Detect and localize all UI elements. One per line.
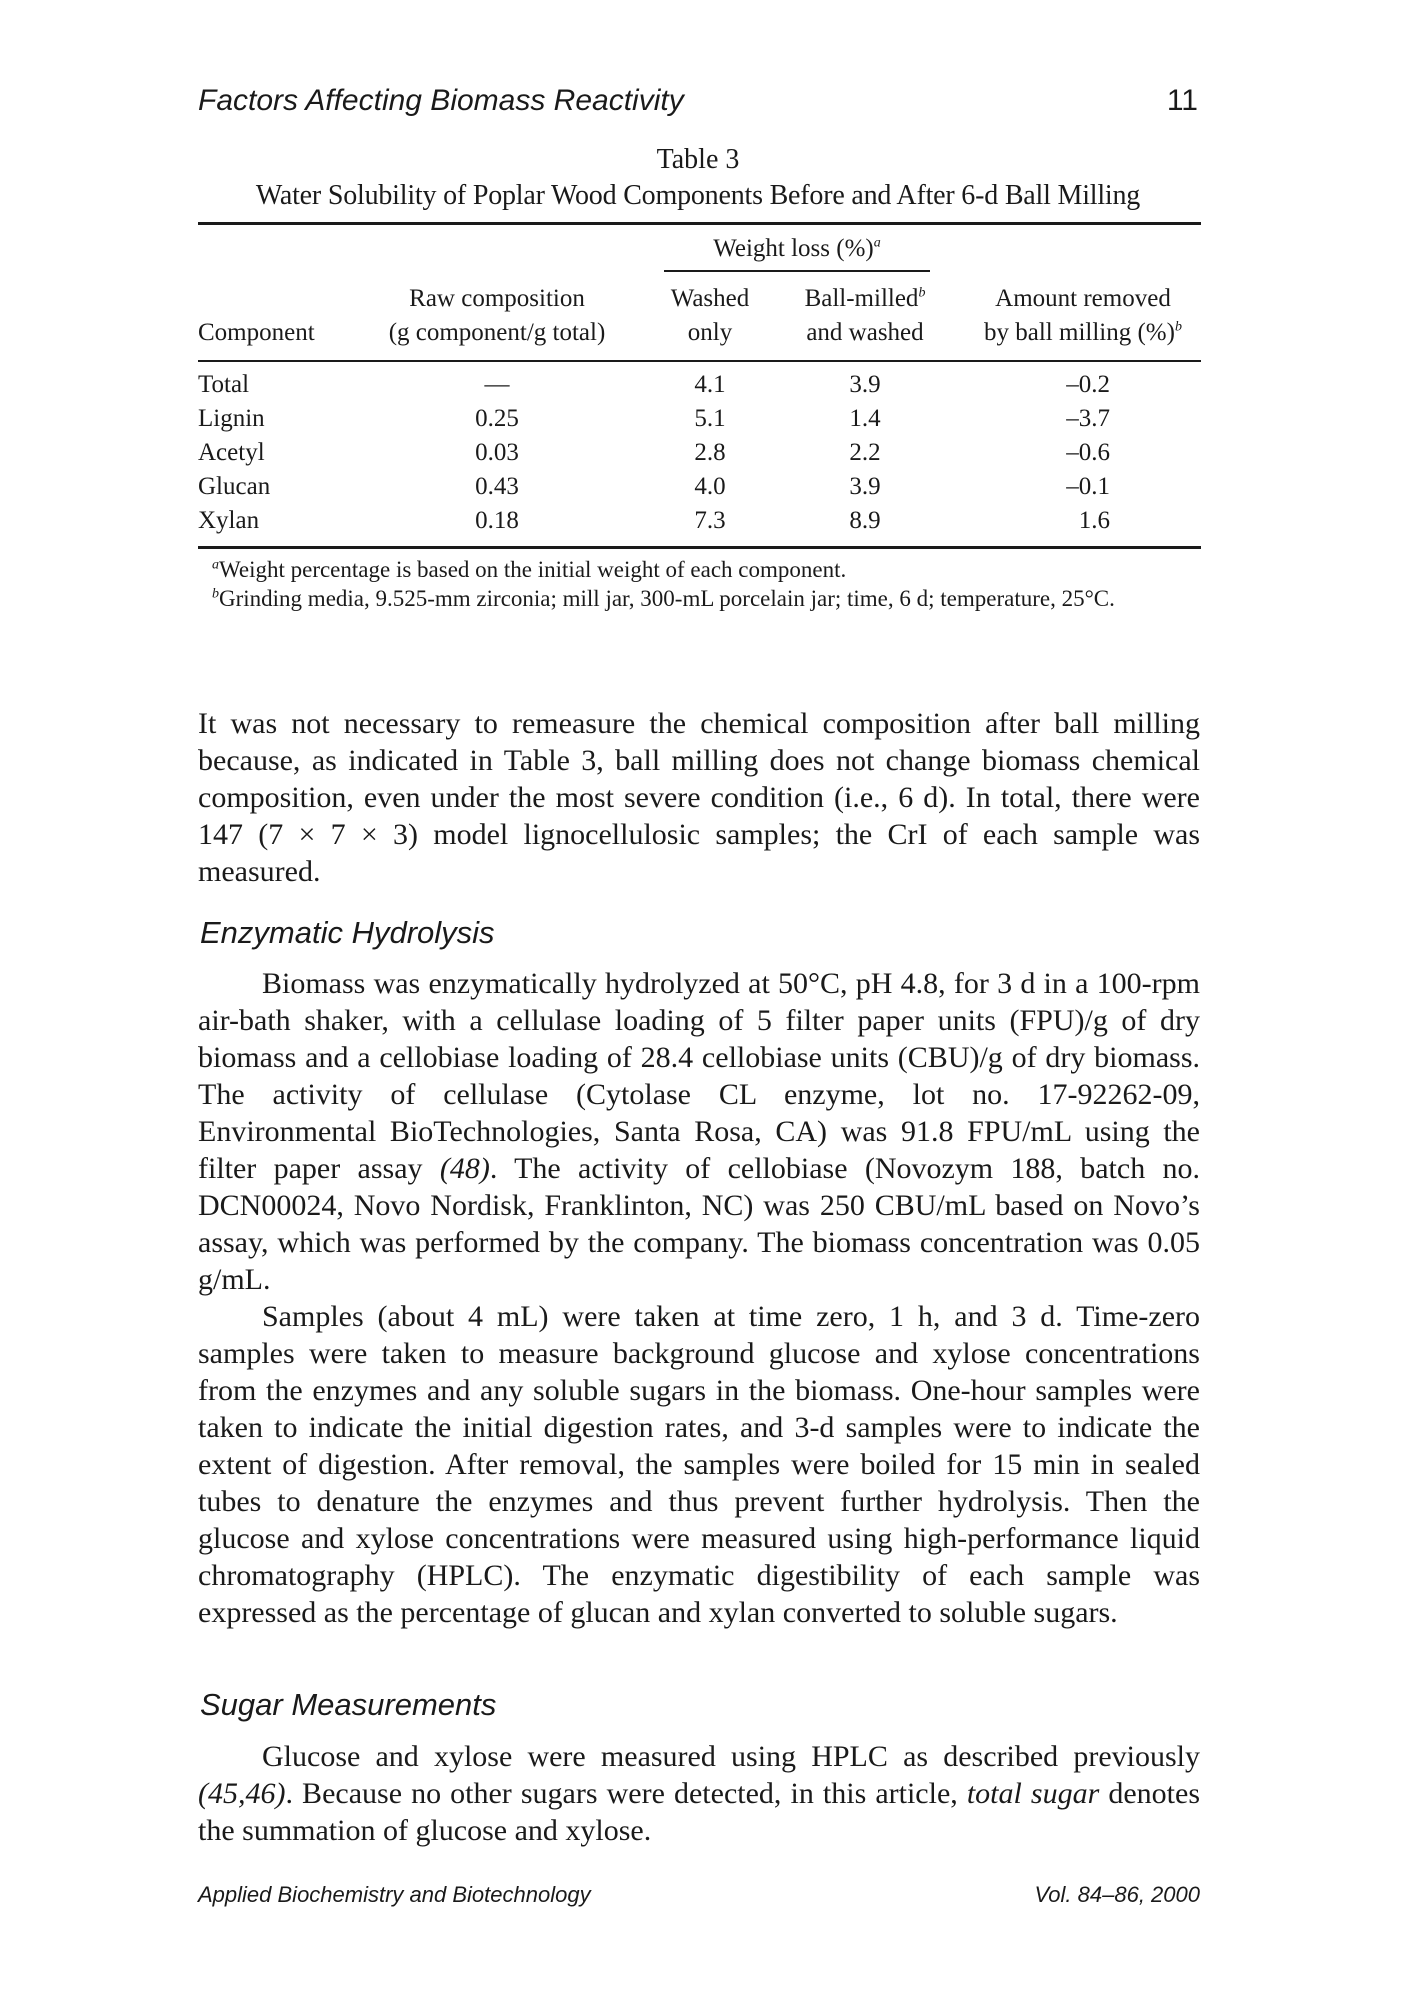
table-header-rule bbox=[198, 360, 1201, 362]
running-title: Factors Affecting Biomass Reactivity bbox=[198, 84, 684, 117]
cell-raw: 0.03 bbox=[475, 439, 519, 466]
cell-washed: 2.8 bbox=[694, 439, 726, 466]
paragraph-4: Glucose and xylose were measured using HPLC as described previously (45,46). Because no other sugars were detected, in this article, total sugar denotes the summation of glucose and xylose. bbox=[198, 1740, 1200, 1847]
cell-washed: 5.1 bbox=[694, 405, 726, 432]
cell-ball-milled: 3.9 bbox=[849, 371, 881, 398]
cell-washed: 7.3 bbox=[694, 507, 726, 534]
paragraph-3: Samples (about 4 mL) were taken at time zero, 1 h, and 3 d. Time-zero samples were taken to measure background glucose and xylose concentrations from the enzymes and any soluble sugars in the biomass. One-hour samples were taken to indicate the initial digestion rates, and 3-d samples were to indicate the extent of digestion. After removal, the samples were boiled for 15 min in sealed tubes to denature the enzymes and thus prevent further hydrolysis. Then the glucose and xylose concentrations were measured using high-performance liquid chromatography (HPLC). The enzymatic digestibility of each sample was expressed as the percentage of glucan and xylan converted to soluble sugars. bbox=[198, 1300, 1200, 1629]
col-header-washed: Washed only bbox=[670, 285, 750, 346]
paragraph-1: It was not necessary to remeasure the chemical composition after ball milling because, as indicated in Table 3, ball milling does not change biomass chemical composition, even under the most severe condition (i.e., 6 d). In total, there were 147 (7 × 7 × 3) model lignocellulosic samples; the CrI of each sample was measured. bbox=[198, 707, 1200, 888]
col-header-amount-removed: Amount removed by ball milling (%)$^b$ bbox=[984, 285, 1182, 346]
table-top-rule bbox=[198, 222, 1201, 225]
cell-raw: 0.43 bbox=[475, 473, 519, 500]
cell-component: Lignin bbox=[198, 405, 265, 432]
cell-ball-milled: 1.4 bbox=[849, 405, 881, 432]
paragraph-2: Biomass was enzymatically hydrolyzed at 50°C, pH 4.8, for 3 d in a 100-rpm air-bath shaker, with a cellulase loading of 5 filter paper units (FPU)/g of dry biomass and a cellobiase loading of 28.4 cellobiase units (CBU)/g of dry biomass. The activity of cellulase (Cytolase CL enzyme, lot no. 17-92262-09, Environmental BioTechnologies, Santa Rosa, CA) was 91.8 FPU/mL using the filter paper assay (48). The activity of cellobiase (Novozym 188, batch no. DCN00024, Novo Nordisk, Franklinton, NC) was 250 CBU/mL based on Novo’s assay, which was performed by the company. The biomass concentration was 0.05 g/mL. bbox=[198, 967, 1201, 1296]
defined-term: total sugar bbox=[966, 1777, 1100, 1810]
cell-removed: –0.1 bbox=[1066, 473, 1110, 500]
cell-raw: 0.25 bbox=[475, 405, 519, 432]
col-header-component: Component bbox=[198, 319, 315, 346]
weight-loss-group-rule bbox=[664, 270, 930, 272]
cell-component: Xylan bbox=[198, 507, 260, 534]
journal-name: Applied Biochemistry and Biotechnology bbox=[198, 1882, 591, 1907]
cell-raw: — bbox=[484, 371, 510, 398]
section-heading-enzymatic-hydrolysis: Enzymatic Hydrolysis bbox=[200, 915, 495, 950]
cell-washed: 4.0 bbox=[694, 473, 726, 500]
cell-component: Glucan bbox=[198, 473, 271, 500]
cell-ball-milled: 8.9 bbox=[849, 507, 881, 534]
cell-ball-milled: 3.9 bbox=[849, 473, 881, 500]
table-footnote-a: $^a$Weight percentage is based on the initial weight of each component. bbox=[212, 557, 847, 582]
cell-component: Acetyl bbox=[198, 439, 265, 466]
cell-removed: 1.6 bbox=[1078, 507, 1110, 534]
page-number: 11 bbox=[1166, 84, 1198, 117]
cell-removed: –0.6 bbox=[1066, 439, 1110, 466]
cell-removed: –3.7 bbox=[1066, 405, 1110, 432]
weight-loss-group-header: Weight loss (%)$^a$ bbox=[713, 235, 881, 262]
cell-removed: –0.2 bbox=[1066, 371, 1110, 398]
cell-ball-milled: 2.2 bbox=[849, 439, 881, 466]
cell-component: Total bbox=[198, 371, 250, 398]
table-label: Table 3 bbox=[656, 144, 740, 175]
citation: (45,46) bbox=[198, 1777, 286, 1810]
volume-info: Vol. 84–86, 2000 bbox=[1034, 1882, 1200, 1907]
table-caption: Water Solubility of Poplar Wood Components Before and After 6-d Ball Milling bbox=[255, 180, 1141, 211]
table-bottom-rule bbox=[198, 546, 1201, 549]
section-heading-sugar-measurements: Sugar Measurements bbox=[200, 1687, 497, 1722]
col-header-ball-milled: Ball-milled$^b$ and washed bbox=[804, 285, 926, 346]
col-header-raw: Raw composition (g component/g total) bbox=[388, 285, 606, 346]
cell-raw: 0.18 bbox=[475, 507, 519, 534]
citation: (48) bbox=[439, 1152, 490, 1185]
cell-washed: 4.1 bbox=[694, 371, 726, 398]
table-footnote-b: $^b$Grinding media, 9.525-mm zirconia; mill jar, 300-mL porcelain jar; time, 6 d; temperature, 25°C. bbox=[212, 586, 1115, 611]
